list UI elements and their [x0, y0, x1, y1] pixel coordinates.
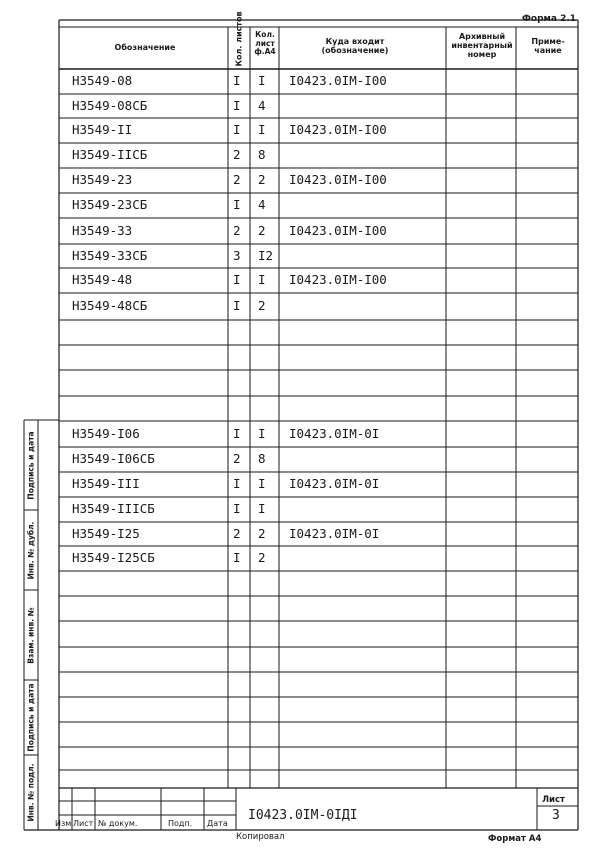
- cell-sheets: I: [233, 426, 241, 441]
- cell-where-used: I0423.0IM-I00: [289, 223, 387, 238]
- side-label-text: Инв. № подл.: [26, 763, 36, 822]
- cell-designation: Н3549-23СБ: [72, 197, 148, 212]
- cell-sheet-a4: 4: [258, 197, 266, 212]
- table-row: [59, 268, 578, 293]
- cell-sheets: 3: [233, 248, 241, 263]
- title-block-code: I0423.0IM-0IДI: [248, 808, 358, 823]
- cell-sheets: 2: [233, 526, 241, 541]
- cell-where-used: I0423.0IM-I00: [289, 122, 387, 137]
- cell-sheets: I: [233, 73, 241, 88]
- table-row: [59, 522, 578, 546]
- cell-sheet-a4: 2: [258, 550, 266, 565]
- cell-sheets: I: [233, 298, 241, 313]
- header-sheets-count-text: Кол. листов: [234, 10, 244, 66]
- table-row: [59, 143, 578, 168]
- cell-designation: Н3549-23: [72, 172, 133, 187]
- cell-where-used: I0423.0IM-I00: [289, 73, 387, 88]
- cell-designation: Н3549-I25СБ: [72, 550, 155, 565]
- cell-where-used: I0423.0IM-I00: [289, 272, 387, 287]
- cell-designation: Н3549-48СБ: [72, 298, 148, 313]
- header-where-used: Куда входит (обозначение): [321, 37, 389, 56]
- cell-sheets: I: [233, 501, 241, 516]
- table-row: [59, 193, 578, 218]
- cell-where-used: I0423.0IM-0I: [289, 426, 380, 441]
- table-row: [59, 370, 578, 396]
- cell-sheet-a4: 8: [258, 147, 266, 162]
- cell-designation: Н3549-IIСБ: [72, 147, 148, 162]
- form-label: Форма 2.1: [522, 14, 577, 24]
- table-row: [59, 218, 578, 244]
- side-label-text: Инв. № дубл.: [26, 521, 36, 579]
- cell-designation: Н3549-33: [72, 223, 133, 238]
- footer-copied: Копировал: [236, 832, 285, 842]
- cell-designation: Н3549-I25: [72, 526, 140, 541]
- cell-sheet-a4: I2: [258, 248, 274, 263]
- cell-sheet-a4: I: [258, 272, 266, 287]
- cell-where-used: I0423.0IM-I00: [289, 172, 387, 187]
- cell-designation: Н3549-48: [72, 272, 133, 287]
- cell-sheets: I: [233, 197, 241, 212]
- cell-sheets: I: [233, 98, 241, 113]
- side-label: [24, 510, 38, 590]
- cell-sheet-a4: 8: [258, 451, 266, 466]
- cell-designation: Н3549-II: [72, 122, 133, 137]
- table-row: [59, 546, 578, 571]
- cell-sheets: I: [233, 476, 241, 491]
- header-note: Приме- чание: [531, 37, 565, 56]
- table-row: [59, 447, 578, 472]
- title-block-column-label: № докум.: [98, 819, 138, 828]
- table-row: [59, 168, 578, 193]
- side-label-text: Подпись и дата: [26, 683, 36, 752]
- header-sheet-a4: Кол. лист ф.А4: [254, 30, 276, 57]
- table-row: [59, 345, 578, 370]
- cell-where-used: I0423.0IM-0I: [289, 526, 380, 541]
- table-row: [59, 94, 578, 118]
- cell-designation: Н3549-08: [72, 73, 133, 88]
- table-row: [59, 69, 578, 94]
- title-block-column-label: Лист: [73, 819, 94, 828]
- table-row: [59, 421, 578, 447]
- cell-sheet-a4: 2: [258, 223, 266, 238]
- cell-sheets: I: [233, 272, 241, 287]
- cell-sheets: 2: [233, 172, 241, 187]
- title-block-column-label: Изм: [55, 819, 72, 828]
- table-row: [59, 118, 578, 143]
- footer-format: Формат А4: [488, 834, 542, 844]
- table-row: [59, 396, 578, 421]
- header-sheets-count: [229, 10, 249, 66]
- table-row: [59, 320, 578, 345]
- header-designation: Обозначение: [114, 43, 176, 52]
- cell-sheet-a4: I: [258, 426, 266, 441]
- header-archive: Архивный инвентарный номер: [451, 32, 513, 60]
- table-row: [59, 497, 578, 522]
- title-block-sheet-label: Лист: [542, 795, 565, 805]
- cell-sheet-a4: 2: [258, 526, 266, 541]
- cell-sheets: I: [233, 122, 241, 137]
- cell-sheets: 2: [233, 223, 241, 238]
- side-label-text: Подпись и дата: [26, 430, 36, 500]
- cell-designation: Н3549-IIIСБ: [72, 501, 155, 516]
- side-label: [24, 420, 38, 510]
- cell-sheet-a4: I: [258, 73, 266, 88]
- title-block-column-label: Дата: [207, 819, 228, 828]
- side-label: [24, 680, 38, 755]
- cell-designation: Н3549-I06: [72, 426, 140, 441]
- title-block-sheet-number: 3: [552, 808, 560, 823]
- cell-sheet-a4: I: [258, 501, 266, 516]
- cell-designation: Н3549-33СБ: [72, 248, 148, 263]
- cell-sheets: 2: [233, 451, 241, 466]
- cell-sheets: I: [233, 550, 241, 565]
- side-label: [24, 590, 38, 680]
- table-row: [59, 293, 578, 320]
- cell-sheet-a4: 2: [258, 172, 266, 187]
- cell-designation: Н3549-I06СБ: [72, 451, 155, 466]
- title-block-column-label: Подп.: [168, 819, 193, 828]
- cell-sheets: 2: [233, 147, 241, 162]
- table-row: [59, 244, 578, 268]
- cell-sheet-a4: I: [258, 476, 266, 491]
- cell-designation: Н3549-III: [72, 476, 140, 491]
- cell-where-used: I0423.0IM-0I: [289, 476, 380, 491]
- side-label: [24, 755, 38, 830]
- cell-designation: Н3549-08СБ: [72, 98, 148, 113]
- cell-sheet-a4: I: [258, 122, 266, 137]
- table-row: [59, 472, 578, 497]
- cell-sheet-a4: 4: [258, 98, 266, 113]
- cell-sheet-a4: 2: [258, 298, 266, 313]
- side-label-text: Взам. инв. №: [26, 606, 36, 664]
